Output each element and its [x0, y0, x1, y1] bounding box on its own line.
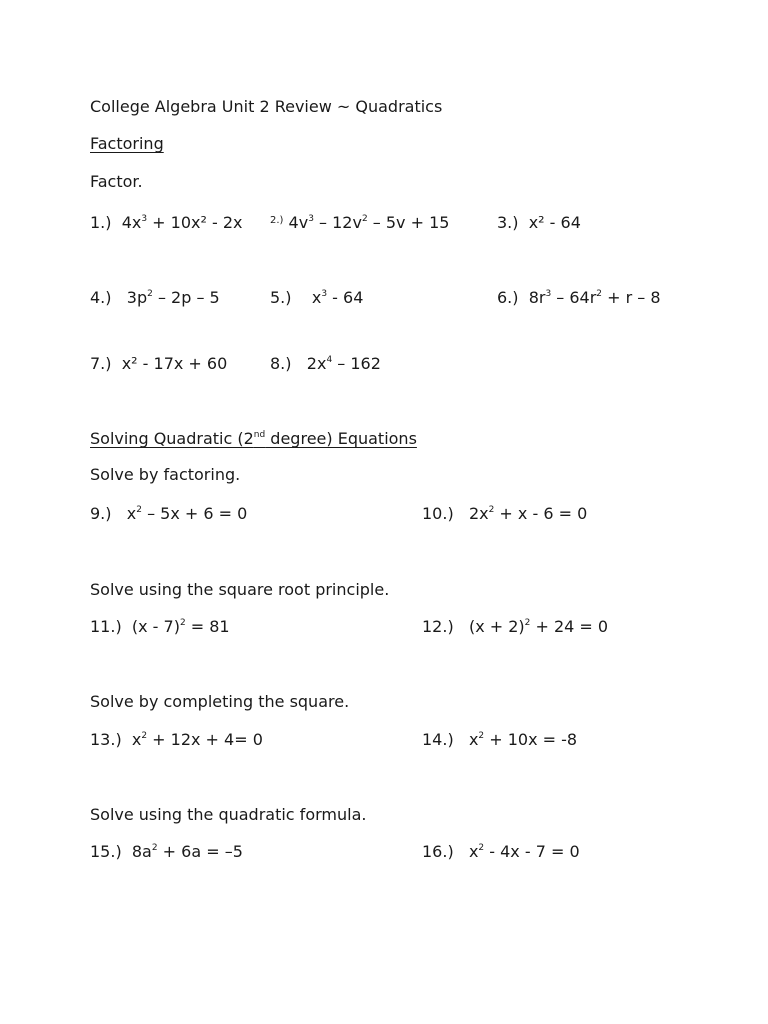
problem-11: 11.) (x - 7)$^2$ = 81	[90, 617, 230, 636]
problem-6: 6.) $8r^3 - 64r^2 + r - 8$	[497, 288, 661, 307]
problem-10: 10.) $2x^2 + x - 6 = 0$	[422, 504, 588, 523]
problem-13: 13.) $x^2 + 12x + 4= 0$	[90, 730, 263, 749]
problem-number: 15.)	[90, 842, 122, 861]
problem-number: 8.)	[270, 354, 292, 373]
factor-instruction: Factor.	[90, 172, 143, 191]
square-root-instruction: Solve using the square root principle.	[90, 580, 390, 599]
problem-number: 7.)	[90, 354, 112, 373]
completing-square-instruction: Solve by completing the square.	[90, 692, 350, 711]
problem-5: 5.) $x^3 - 64$	[270, 288, 364, 307]
factoring-heading: Factoring	[90, 134, 164, 153]
solve-by-factoring-instruction: Solve by factoring.	[90, 465, 241, 484]
problem-15: 15.) $8a^2 + 6a = -5$	[90, 842, 243, 861]
problem-number: 5.)	[270, 288, 292, 307]
problem-16: 16.) $x^2 - 4x - 7 = 0$	[422, 842, 580, 861]
problem-number: 13.)	[90, 730, 122, 749]
problem-number: 2.)	[270, 215, 284, 226]
problem-number: 1.)	[90, 213, 112, 232]
problem-number: 11.)	[90, 617, 122, 636]
page-title: College Algebra Unit 2 Review ~ Quadratics	[90, 97, 443, 116]
problem-1: 1.) $4x^3 + 10x^2 - 2x$	[90, 213, 243, 232]
problem-14: 14.) $x^2 + 10x = -8$	[422, 730, 578, 749]
problem-number: 14.)	[422, 730, 454, 749]
problem-number: 4.)	[90, 288, 112, 307]
solving-heading: Solving Quadratic (2nd degree) Equations	[90, 429, 417, 448]
problem-number: 6.)	[497, 288, 519, 307]
problem-number: 10.)	[422, 504, 454, 523]
problem-12: 12.) $(x + 2)^2 + 24 = 0$	[422, 617, 609, 636]
problem-number: 3.)	[497, 213, 519, 232]
problem-2: $^{2.)}$ $4v^3 - 12v^2 - 5v + 15$	[270, 213, 450, 232]
problem-number: 16.)	[422, 842, 454, 861]
quadratic-formula-instruction: Solve using the quadratic formula.	[90, 805, 367, 824]
problem-9: 9.) $x^2 - 5x + 6 = 0$	[90, 504, 248, 523]
problem-8: 8.) $2x^4 - 162$	[270, 354, 381, 373]
problem-number: 9.)	[90, 504, 112, 523]
problem-3: 3.) x² - 64	[497, 213, 581, 232]
problem-4: 4.) $3p^2 - 2p - 5$	[90, 288, 220, 307]
problem-7: 7.) x² - 17x + 60	[90, 354, 228, 373]
problem-number: 12.)	[422, 617, 454, 636]
